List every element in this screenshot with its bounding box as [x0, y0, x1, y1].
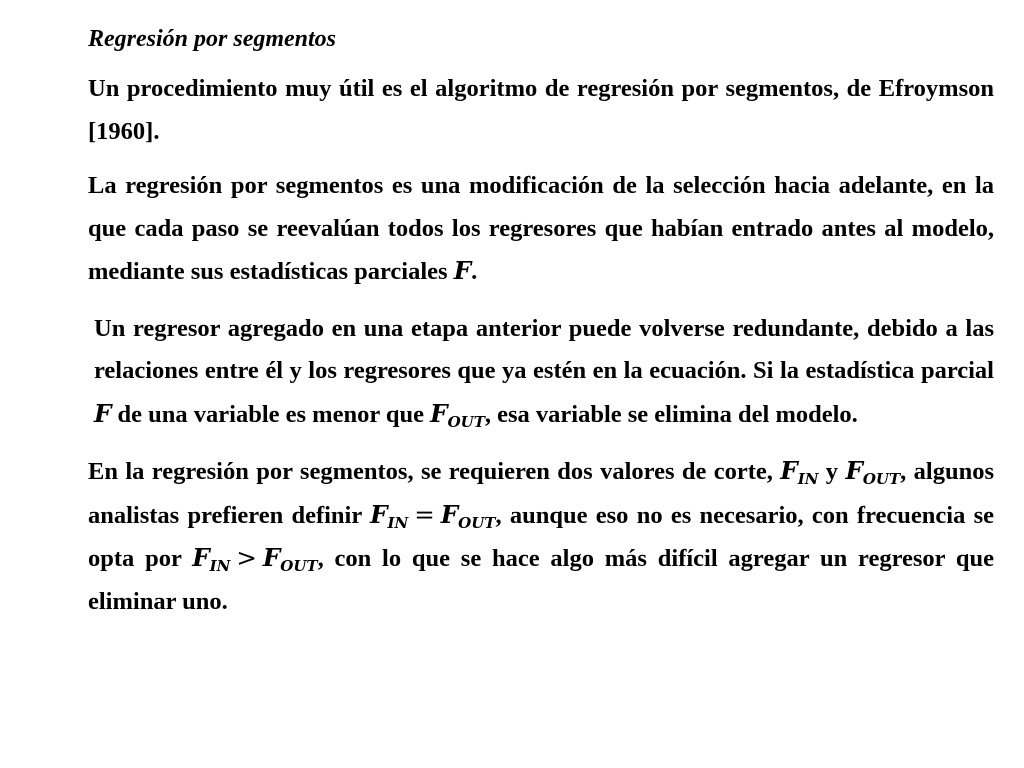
math-f-partial: F: [94, 398, 112, 428]
math-gt-rhs-base: F: [262, 543, 281, 572]
paragraph-redundancy-text-c: , esa variable se elimina del modelo.: [484, 400, 858, 428]
paragraph-definition: [88, 165, 994, 294]
math-eq-rhs-sub: OUT: [458, 513, 496, 532]
paragraph-cutoffs-text-d: , aunque eso no es necesario, con frecuencia se opta por: [88, 501, 995, 572]
math-f-out: [845, 456, 901, 488]
math-gt-rhs-sub: OUT: [280, 557, 318, 575]
math-eq-lhs-base: F: [370, 499, 388, 529]
math-eq-operator: =: [414, 499, 435, 529]
math-f-out-sub: OUT: [447, 412, 485, 431]
math-f-in-base: F: [780, 456, 798, 485]
math-eq-rhs-base: F: [440, 499, 459, 529]
math-f-in-sub: IN: [797, 470, 819, 488]
paragraph-cutoffs-text-a: En la regresión por segmentos, se requieren dos valores de corte,: [88, 458, 781, 485]
math-gt-operator: >: [236, 543, 257, 572]
math-equation-equal: [370, 499, 496, 532]
math-f-out: [430, 398, 485, 431]
slide-content: [88, 24, 994, 633]
paragraph-cutoffs-text-e: , con lo que se hace algo más difícil agregar un regresor que eliminar uno.: [88, 545, 995, 615]
paragraph-cutoffs-text-c: , algunos analistas prefieren definir: [88, 458, 995, 529]
math-f-out-base: F: [845, 456, 863, 485]
math-f-in: [780, 456, 819, 488]
paragraph-intro: Un procedimiento muy útil es el algoritmo de regresión por segmentos, de Efroymson [1960].: [88, 75, 994, 145]
slide-title: Regresión por segmentos: [88, 26, 337, 52]
math-f: F: [453, 256, 472, 285]
math-inequality-greater: [192, 543, 318, 575]
paragraph-cutoffs: [88, 450, 994, 623]
math-f-out-base: F: [430, 398, 448, 428]
math-eq-lhs-sub: IN: [387, 513, 409, 532]
paragraph-definition-end: .: [471, 258, 478, 285]
math-gt-lhs-base: F: [192, 543, 210, 572]
paragraph-definition-text: La regresión por segmentos es una modificación de la selección hacia adelante, en la que cada paso se reevalúan todos los regresores que habían entrado antes al modelo, mediante sus estadísticas parciales: [88, 172, 994, 285]
paragraph-cutoffs-text-b: y: [818, 458, 846, 485]
paragraph-redundancy-text-a: Un regresor agregado en una etapa anterior puede volverse redundante, debido a las relaciones entre él y los regresores que ya estén en la ecuación. Si la estadística parcial: [94, 314, 994, 384]
paragraph-redundancy: [88, 308, 994, 437]
paragraph-redundancy-text-b: de una variable es menor que: [111, 400, 431, 428]
math-gt-lhs-sub: IN: [209, 557, 231, 575]
math-f-out-sub: OUT: [862, 470, 901, 488]
